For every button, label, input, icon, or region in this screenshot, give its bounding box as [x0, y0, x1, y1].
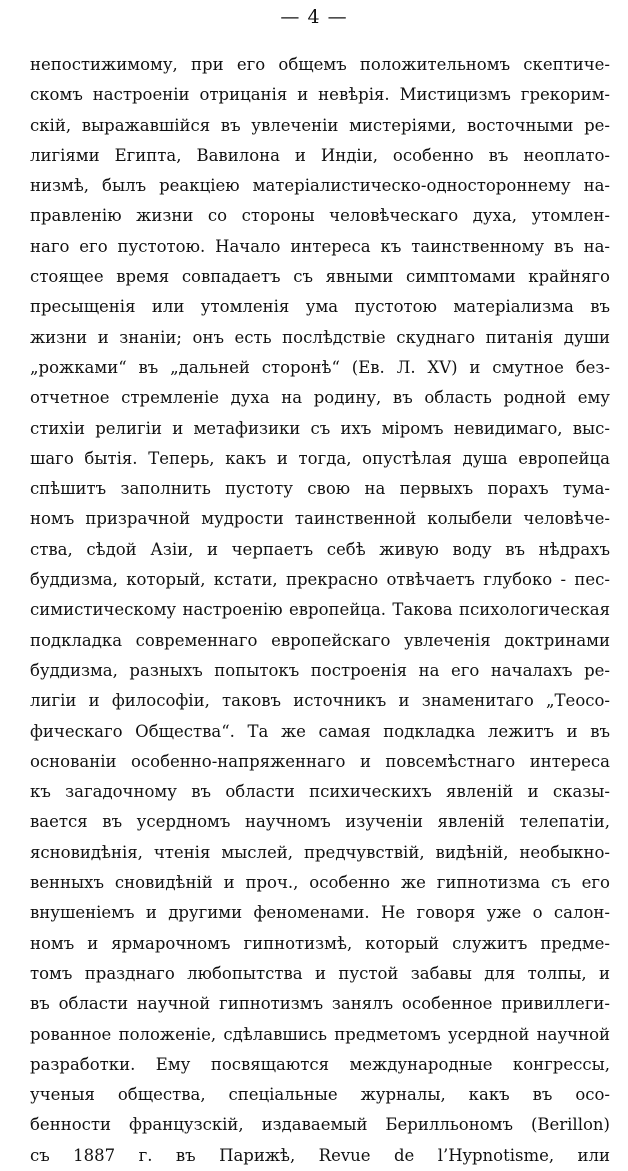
- text-line: жизни и знанiи; онъ есть послѣдствiе скуднаго питанiя души: [30, 327, 610, 347]
- text-line: съ 1887 г. въ Парижѣ, Revue de l’Hypnotisme, или: [30, 1145, 610, 1165]
- text-line: шаго бытiя. Теперь, какъ и тогда, опустѣлая душа европейца: [30, 448, 610, 468]
- text-line: къ загадочному въ области психическихъ явленiй и сказы-: [30, 782, 610, 802]
- text-line: лигiями Египта, Вавилона и Индiи, особенно въ неоплато-: [30, 145, 610, 165]
- text-line: номъ призрачной мудрости таинственной колыбели человѣче-: [30, 509, 610, 529]
- text-line: венныхъ сновидѣнiй и проч., особенно же гипнотизма съ его: [30, 873, 610, 893]
- body-text: [30, 50, 610, 1171]
- text-line: скомъ настроенiи отрицанiя и невѣрiя. Мистицизмъ грекорим-: [30, 85, 610, 105]
- text-line: подкладка современнаго европейскаго увлеченiя доктринами: [30, 630, 610, 650]
- text-line: ученыя общества, спецiальные журналы, какъ въ осо-: [30, 1085, 610, 1105]
- text-line: наго его пустотою. Начало интереса къ таинственному въ на-: [30, 236, 610, 256]
- text-line: ства, сѣдой Азiи, и черпаетъ себѣ живую воду въ нѣдрахъ: [30, 539, 610, 559]
- text-line: основанiи особенно-напряженнаго и повсемѣстнаго интереса: [30, 751, 610, 771]
- text-line: въ области научной гипнотизмъ занялъ особенное привиллеги-: [30, 994, 610, 1014]
- text-line: внушенiемъ и другими феноменами. Не говоря уже о салон-: [30, 903, 610, 923]
- text-line: стоящее время совпадаетъ съ явными симптомами крайняго: [30, 267, 610, 287]
- text-line: пресыщенiя или утомленiя ума пустотою матерiализма въ: [30, 297, 610, 317]
- text-line: правленiю жизни со стороны человѣческаго духа, утомлен-: [30, 206, 610, 226]
- text-line: вается въ усердномъ научномъ изученiи явленiй телепатiи,: [30, 812, 610, 832]
- text-line: бенности французскiй, издаваемый Берилльономъ (Berillon): [30, 1115, 610, 1135]
- text-line: отчетное стремленiе духа на родину, въ область родной ему: [30, 388, 610, 408]
- text-line: спѣшитъ заполнить пустоту свою на первыхъ порахъ тума-: [30, 479, 610, 499]
- text-line: разработки. Ему посвящаются международные конгрессы,: [30, 1054, 610, 1074]
- text-line: непостижимому, при его общемъ положительномъ скептиче-: [30, 55, 610, 74]
- text-line: симистическому настроенiю европейца. Такова психологическая: [30, 600, 610, 620]
- text-line: ясновидѣнiя, чтенiя мыслей, предчувствiй, видѣнiй, необыкно-: [30, 842, 610, 862]
- text-line: низмѣ, былъ реакцiею матерiалистическо-одностороннему на-: [30, 176, 610, 196]
- text-line: лигiи и философiи, таковъ источникъ и знаменитаго „Теосо-: [30, 691, 610, 711]
- text-line: „рожками“ въ „дальней сторонѣ“ (Ев. Л. XV) и смутное без-: [30, 357, 610, 377]
- text-line: буддизма, который, кстати, прекрасно отвѣчаетъ глубоко - пес-: [30, 570, 610, 590]
- text-line: томъ празднаго любопытства и пустой забавы для толпы, и: [30, 963, 610, 983]
- text-line: стихiи религiи и метафизики съ ихъ мiромъ невидимаго, выс-: [30, 418, 610, 438]
- text-line: буддизма, разныхъ попытокъ построенiя на его началахъ ре-: [30, 660, 610, 680]
- text-line: рованное положенiе, сдѣлавшись предметомъ усердной научной: [30, 1024, 610, 1044]
- text-line: номъ и ярмарочномъ гипнотизмѣ, который служитъ предме-: [30, 933, 610, 953]
- text-line: фическаго Общества“. Та же самая подкладка лежитъ и въ: [30, 721, 610, 741]
- text-line: скiй, выражавшiйся въ увлеченiи мистерiями, восточными ре-: [30, 115, 610, 135]
- page-number: — 4 —: [280, 6, 348, 28]
